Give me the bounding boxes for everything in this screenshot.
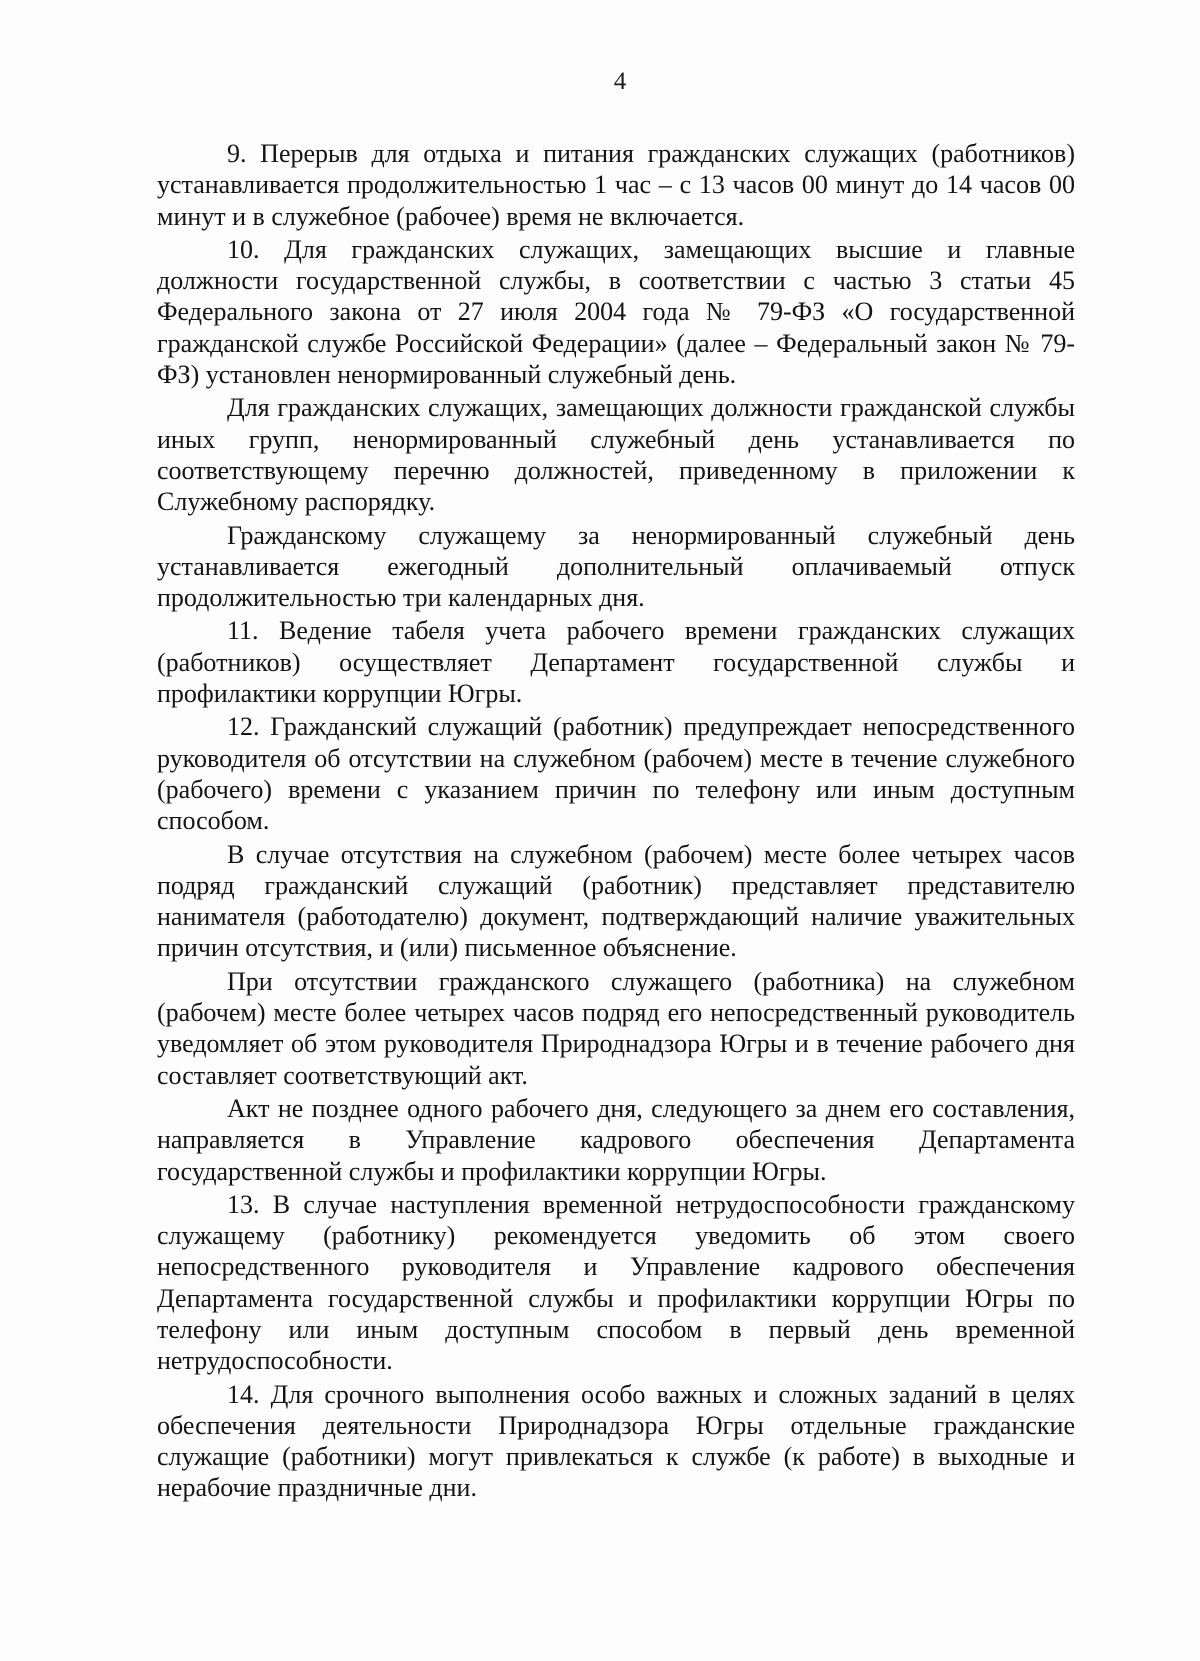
- paragraph-item-10-part-2: Для гражданских служащих, замещающих должности гражданской службы иных групп, ненормированный служебный день устанавливается по соответствующему перечню должностей, приведенному в приложении к Служебному распорядку.: [157, 393, 1075, 517]
- paragraph-item-10-part-3: Гражданскому служащему за ненормированный служебный день устанавливается ежегодный дополнительный оплачиваемый отпуск продолжительностью три календарных дня.: [157, 520, 1075, 613]
- paragraph-item-11: 11. Ведение табеля учета рабочего времени гражданских служащих (работников) осуществляет Департамент государственной службы и профилактики коррупции Югры.: [157, 616, 1075, 709]
- paragraph-item-10: 10. Для гражданских служащих, замещающих высшие и главные должности государственной службы, в соответствии с частью 3 статьи 45 Федерального закона от 27 июля 2004 года № 79-ФЗ «О государственной гражданской службе Российской Федерации» (далее – Федеральный закон № 79-ФЗ) установлен ненормированный служебный день.: [157, 234, 1075, 390]
- paragraph-item-12-part-2: В случае отсутствия на служебном (рабочем) месте более четырех часов подряд гражданский служащий (работник) представляет представителю нанимателя (работодателю) документ, подтверждающий наличие уважительных причин отсутствия, и (или) письменное объяснение.: [157, 839, 1075, 963]
- paragraph-item-12-part-3: При отсутствии гражданского служащего (работника) на служебном (рабочем) месте более четырех часов подряд его непосредственный руководитель уведомляет об этом руководителя Природнадзора Югры и в течение рабочего дня составляет соответствующий акт.: [157, 966, 1075, 1090]
- paragraph-item-14: 14. Для срочного выполнения особо важных и сложных заданий в целях обеспечения деятельности Природнадзора Югры отдельные гражданские служащие (работники) могут привлекаться к службе (к работе) в выходные и нерабочие праздничные дни.: [157, 1379, 1075, 1503]
- paragraph-item-12-part-4: Акт не позднее одного рабочего дня, следующего за днем его составления, направляется в Управление кадрового обеспечения Департамента государственной службы и профилактики коррупции Югры.: [157, 1093, 1075, 1186]
- document-body: [157, 138, 1075, 1506]
- paragraph-item-13: 13. В случае наступления временной нетрудоспособности гражданскому служащему (работнику) рекомендуется уведомить об этом своего непосредственного руководителя и Управление кадрового обеспечения Департамента государственной службы и профилактики коррупции Югры по телефону или иным доступным способом в первый день временной нетрудоспособности.: [157, 1189, 1075, 1376]
- paragraph-item-9: 9. Перерыв для отдыха и питания гражданских служащих (работников) устанавливается продолжительностью 1 час – с 13 часов 00 минут до 14 часов 00 минут и в служебное (рабочее) время не включается.: [157, 139, 1075, 231]
- page-number: 4: [613, 68, 627, 95]
- paragraph-item-12: 12. Гражданский служащий (работник) предупреждает непосредственного руководителя об отсутствии на служебном (рабочем) месте в течение служебного (рабочего) времени с указанием причин по телефону или иным доступным способом.: [157, 712, 1075, 836]
